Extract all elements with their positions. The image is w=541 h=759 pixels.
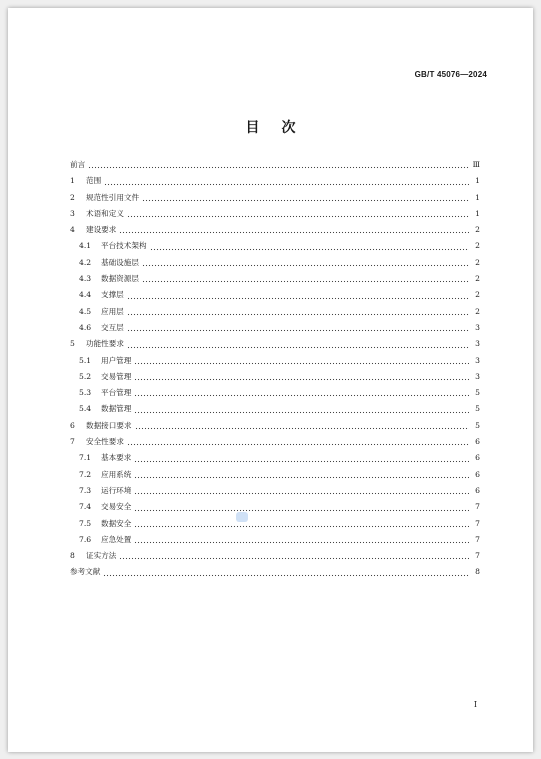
- toc-entry-label: 基本要求: [101, 453, 132, 463]
- toc-entry[interactable]: [70, 385, 480, 401]
- toc-entry[interactable]: [70, 401, 480, 417]
- toc-entry-page: 3: [475, 355, 480, 365]
- page-folio: I: [473, 700, 477, 709]
- toc-entry-page: 2: [475, 241, 480, 251]
- toc-entry-number: 7.3: [79, 485, 92, 495]
- toc-leader-dots: [127, 342, 469, 349]
- toc-entry-label: 规范性引用文件: [86, 192, 140, 202]
- document-page: [8, 8, 533, 752]
- toc-entry-number: 3: [70, 208, 75, 218]
- toc-entry-number: 5.2: [79, 371, 92, 381]
- toc-entry-page: 2: [475, 257, 480, 267]
- toc-leader-dots: [142, 260, 469, 267]
- toc-leader-dots: [127, 211, 469, 218]
- toc-entry-label: 安全性要求: [86, 437, 124, 447]
- toc-entry[interactable]: [70, 190, 480, 206]
- table-of-contents: [70, 157, 480, 581]
- toc-entry[interactable]: [70, 434, 480, 450]
- toc-entry[interactable]: [70, 304, 480, 320]
- toc-leader-dots: [127, 439, 469, 446]
- toc-entry[interactable]: [70, 173, 480, 189]
- toc-entry-label: 应用层: [101, 306, 124, 316]
- toc-entry-number: 4.1: [79, 241, 92, 251]
- toc-entry-number: 8: [70, 551, 75, 561]
- toc-entry[interactable]: [70, 548, 480, 564]
- toc-entry-page: 3: [475, 371, 480, 381]
- toc-entry-number: 5.1: [79, 355, 92, 365]
- toc-entry-label: 用户管理: [101, 355, 132, 365]
- toc-leader-dots: [134, 537, 469, 544]
- toc-entry[interactable]: [70, 271, 480, 287]
- toc-entry-page: 2: [475, 306, 480, 316]
- toc-entry-number: 1: [70, 176, 75, 186]
- toc-entry-label: 运行环境: [101, 485, 132, 495]
- toc-leader-dots: [119, 553, 469, 560]
- toc-entry-label: 功能性要求: [86, 339, 124, 349]
- toc-entry-page: 6: [475, 469, 480, 479]
- toc-entry-number: 7.5: [79, 518, 92, 528]
- toc-entry-number: 5.4: [79, 404, 92, 414]
- toc-entry-number: 4.2: [79, 257, 92, 267]
- toc-entry[interactable]: [70, 532, 480, 548]
- toc-entry-page: Ⅲ: [472, 160, 480, 169]
- watermark-mark: [236, 512, 248, 522]
- toc-entry-page: 3: [475, 322, 480, 332]
- toc-entry-number: 7.4: [79, 502, 92, 512]
- toc-entry[interactable]: [70, 467, 480, 483]
- toc-entry[interactable]: [70, 499, 480, 515]
- toc-entry-page: 1: [475, 208, 480, 218]
- toc-entry-label: 证实方法: [86, 551, 117, 561]
- toc-leader-dots: [134, 472, 469, 479]
- toc-entry-page: 1: [475, 176, 480, 186]
- toc-leader-dots: [103, 570, 469, 577]
- toc-leader-dots: [127, 293, 469, 300]
- toc-entry-number: 7.2: [79, 469, 92, 479]
- toc-entry-label: 数据接口要求: [86, 420, 132, 430]
- toc-entry-label: 前言: [70, 160, 86, 169]
- toc-entry-number: 4.4: [79, 290, 92, 300]
- toc-entry-number: 4.3: [79, 274, 92, 284]
- toc-entry-page: 1: [475, 192, 480, 202]
- toc-entry-label: 平台技术架构: [101, 241, 147, 251]
- toc-entry-page: 7: [475, 502, 480, 512]
- toc-entry[interactable]: [70, 222, 480, 238]
- toc-entry[interactable]: [70, 369, 480, 385]
- toc-entry-number: 7.6: [79, 534, 92, 544]
- toc-entry-page: 5: [475, 420, 480, 430]
- page-title: 目次: [245, 120, 318, 136]
- toc-entry-number: 5: [70, 339, 75, 349]
- toc-entry-label: 参考文献: [70, 567, 101, 577]
- toc-leader-dots: [134, 358, 469, 365]
- toc-leader-dots: [134, 505, 469, 512]
- toc-entry-label: 数据资源层: [101, 274, 139, 284]
- toc-entry-label: 建设要求: [86, 225, 117, 235]
- toc-entry[interactable]: [70, 483, 480, 499]
- toc-entry-number: 4.6: [79, 322, 92, 332]
- toc-entry[interactable]: [70, 353, 480, 369]
- toc-leader-dots: [150, 244, 469, 251]
- toc-entry-page: 5: [475, 388, 480, 398]
- toc-entry-number: 4: [70, 225, 75, 235]
- toc-leader-dots: [142, 195, 469, 202]
- toc-entry-number: 2: [70, 192, 75, 202]
- toc-entry-page: 2: [475, 290, 480, 300]
- toc-leader-dots: [135, 423, 469, 430]
- toc-leader-dots: [134, 390, 469, 397]
- toc-entry-number: 5.3: [79, 388, 92, 398]
- toc-entry-number: 7: [70, 437, 75, 447]
- toc-leader-dots: [119, 227, 469, 234]
- toc-entry[interactable]: [70, 320, 480, 336]
- standard-code: GB/T 45076—2024: [414, 70, 487, 79]
- toc-entry[interactable]: [70, 336, 480, 352]
- toc-entry[interactable]: [70, 450, 480, 466]
- toc-entry-label: 应急处置: [101, 534, 132, 544]
- toc-entry-label: 基础设施层: [101, 257, 139, 267]
- toc-entry-label: 交互层: [101, 322, 124, 332]
- toc-leader-dots: [134, 456, 469, 463]
- toc-entry-label: 支撑层: [101, 290, 124, 300]
- toc-leader-dots: [134, 407, 469, 414]
- toc-leader-dots: [104, 179, 469, 186]
- toc-entry[interactable]: [70, 516, 480, 532]
- toc-entry[interactable]: [70, 206, 480, 222]
- toc-entry-number: 6: [70, 420, 75, 430]
- toc-entry-page: 7: [475, 551, 480, 561]
- toc-leader-dots: [134, 374, 469, 381]
- toc-leader-dots: [134, 521, 469, 528]
- toc-entry-number: 7.1: [79, 453, 92, 463]
- toc-leader-dots: [127, 325, 469, 332]
- toc-entry-label: 应用系统: [101, 469, 132, 479]
- toc-entry-label: 平台管理: [101, 388, 132, 398]
- toc-entry-page: 6: [475, 453, 480, 463]
- toc-entry-page: 6: [475, 485, 480, 495]
- toc-entry-page: 7: [475, 518, 480, 528]
- toc-entry-label: 交易安全: [101, 502, 132, 512]
- toc-entry[interactable]: [70, 238, 480, 254]
- toc-entry[interactable]: [70, 157, 480, 173]
- toc-entry-page: 2: [475, 225, 480, 235]
- toc-leader-dots: [127, 309, 469, 316]
- toc-entry-page: 5: [475, 404, 480, 414]
- toc-entry-label: 术语和定义: [86, 208, 124, 218]
- toc-entry-label: 交易管理: [101, 371, 132, 381]
- toc-entry[interactable]: [70, 418, 480, 434]
- toc-entry[interactable]: [70, 255, 480, 271]
- toc-entry-number: 4.5: [79, 306, 92, 316]
- toc-entry[interactable]: [70, 287, 480, 303]
- toc-entry[interactable]: [70, 564, 480, 580]
- toc-leader-dots: [88, 162, 469, 169]
- toc-entry-label: 数据安全: [101, 518, 132, 528]
- toc-entry-page: 6: [475, 437, 480, 447]
- toc-leader-dots: [142, 276, 469, 283]
- toc-leader-dots: [134, 488, 469, 495]
- toc-entry-page: 8: [475, 567, 480, 577]
- toc-entry-page: 3: [475, 339, 480, 349]
- toc-entry-label: 范围: [86, 176, 102, 186]
- toc-entry-page: 7: [475, 534, 480, 544]
- toc-entry-label: 数据管理: [101, 404, 132, 414]
- toc-entry-page: 2: [475, 274, 480, 284]
